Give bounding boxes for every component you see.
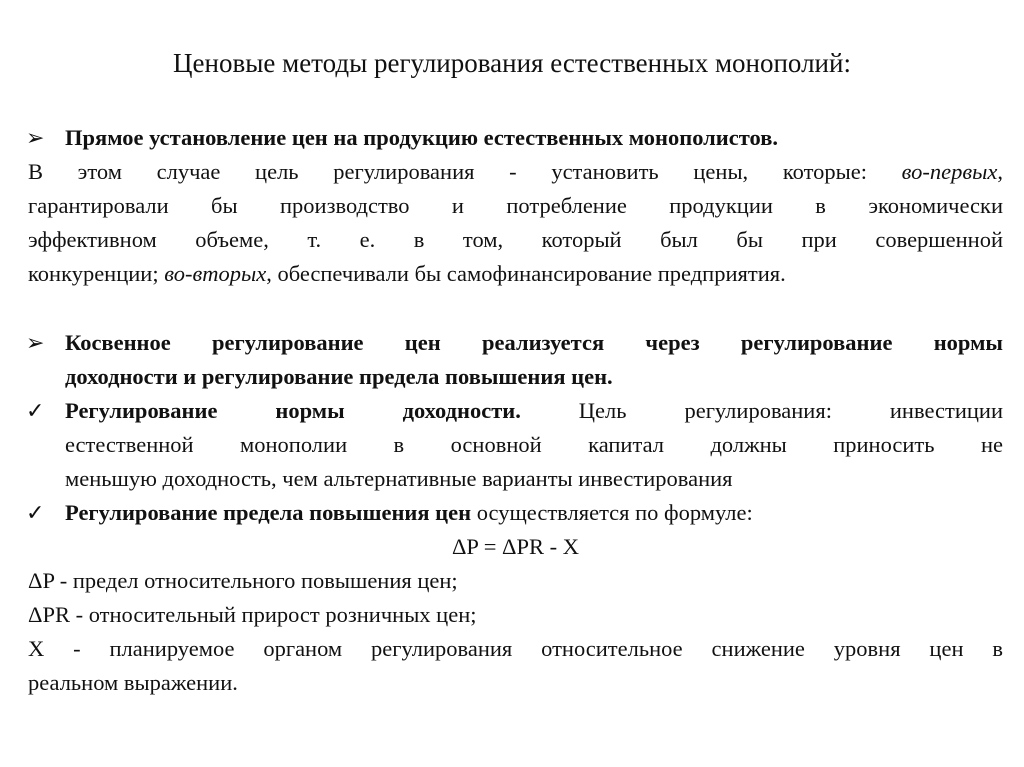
text: В этом случае цель регулирования - установить цены, которые: <box>28 159 902 184</box>
italic-text: во-вторых <box>164 261 267 286</box>
definition-line: реальном выражении. <box>28 670 238 695</box>
text-line: эффективном объеме, т. е. в том, который был бы при совершенной <box>28 227 1003 252</box>
arrow-bullet-icon: ➢ <box>26 125 45 150</box>
text-line <box>65 396 1003 426</box>
italic-text: во-первых <box>901 159 998 184</box>
slide-title: Ценовые методы регулирования естественных монополий: <box>173 48 851 78</box>
definition-line: ΔP - предел относительного повышения цен; <box>28 568 458 593</box>
text-line <box>65 498 1003 528</box>
text-line: естественной монополии в основной капитал должны приносить не <box>65 432 1003 457</box>
section-heading-indirect-cont: доходности и регулирование предела повышения цен. <box>65 364 613 389</box>
checkmark-icon: ✓ <box>26 398 45 423</box>
section-heading-indirect: Косвенное регулирование цен реализуется через регулирование нормы <box>65 330 1003 355</box>
text-line <box>28 157 1003 187</box>
arrow-bullet-icon: ➢ <box>26 330 45 355</box>
formula: ΔP = ΔPR - X <box>451 534 580 559</box>
section-heading-direct: Прямое установление цен на продукцию естественных монополистов. <box>65 125 778 150</box>
text: конкуренции; <box>28 261 165 286</box>
checkmark-icon: ✓ <box>26 500 45 525</box>
text-line: гарантировали бы производство и потребление продукции в экономически <box>28 193 1003 218</box>
definition-line: ΔPR - относительный прирост розничных цен; <box>28 602 477 627</box>
text: Цель регулирования: инвестиции <box>520 398 1003 423</box>
text: , обеспечивали бы самофинансирование предприятия. <box>266 261 786 286</box>
text-line <box>28 259 1003 289</box>
bold-text: Регулирование предела повышения цен <box>65 500 472 525</box>
text-line: меньшую доходность, чем альтернативные варианты инвестирования <box>65 466 733 491</box>
definition-line: X - планируемое органом регулирования относительное снижение уровня цен в <box>28 636 1003 661</box>
bold-text: Регулирование нормы доходности. <box>65 398 521 423</box>
text: , <box>997 159 1003 184</box>
text: осуществляется по формуле: <box>471 500 753 525</box>
